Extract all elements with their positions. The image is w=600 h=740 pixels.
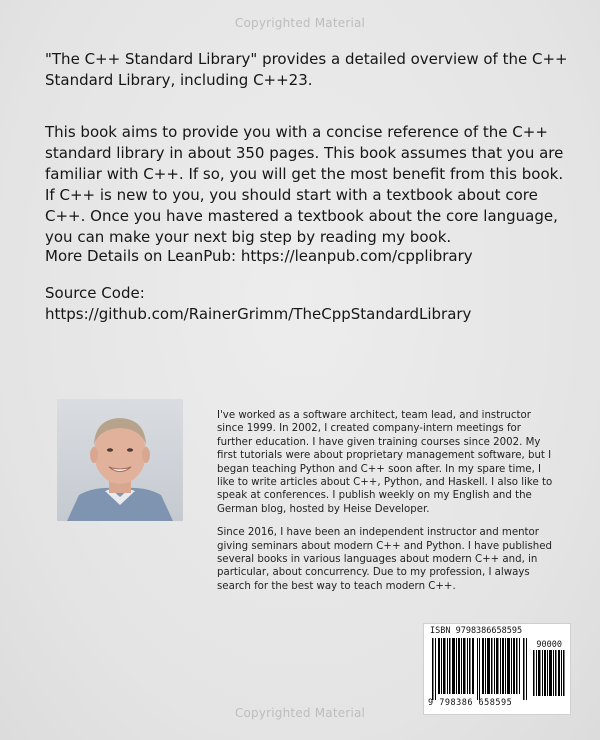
author-bio — [217, 409, 557, 603]
isbn-label: ISBN 9798386658595 — [430, 626, 523, 636]
author-photo — [57, 399, 183, 521]
bio-paragraph-2: Since 2016, I have been an independent instructor and mentor giving seminars about modern C++ and Python. I have published several books in various languages about modern C++ and, in particular, about concurrency. Due to my profession, I always search for the best way to teach modern C++. — [217, 527, 552, 592]
bio-paragraph-1: I've worked as a software architect, team lead, and instructor since 1999. In 2002, I created company-intern meetings for further education. I have given training courses since 2002. My first tutorials were about proprietary management software, but I began teaching Python and C++ soon after. In my spare time, I like to write articles about C++, Python, and Haskell. I also like to speak at conferences. I publish weekly on my English and the German blog, hosted by Heise Developer. — [217, 410, 553, 515]
more-details-link: More Details on LeanPub: https://leanpub.com/cpplibrary — [45, 247, 473, 265]
description-paragraph: This book aims to provide you with a concise reference of the C++ standard library in about 350 pages. This book assumes that you are familiar with C++. If so, you will get the most benefit from this book. If C++ is new to you, you should start with a textbook about core C++. Once you have mastered a textbook about the core language, you can make your next big step by reading my book. — [45, 123, 564, 246]
barcode-digits: 9 798386 658595 — [428, 698, 513, 708]
intro-paragraph: "The C++ Standard Library" provides a detailed overview of the C++ Standard Library, including C++23. — [45, 50, 568, 89]
watermark-bottom: Copyrighted Material — [234, 706, 366, 720]
price-barcode-bars — [532, 650, 566, 696]
watermark-top: Copyrighted Material — [234, 16, 366, 30]
price-code: 90000 — [536, 640, 562, 650]
isbn-barcode — [423, 623, 571, 715]
source-code-link: Source Code: https://github.com/RainerGrimm/TheCppStandardLibrary — [45, 284, 472, 323]
barcode-bars — [430, 638, 530, 700]
